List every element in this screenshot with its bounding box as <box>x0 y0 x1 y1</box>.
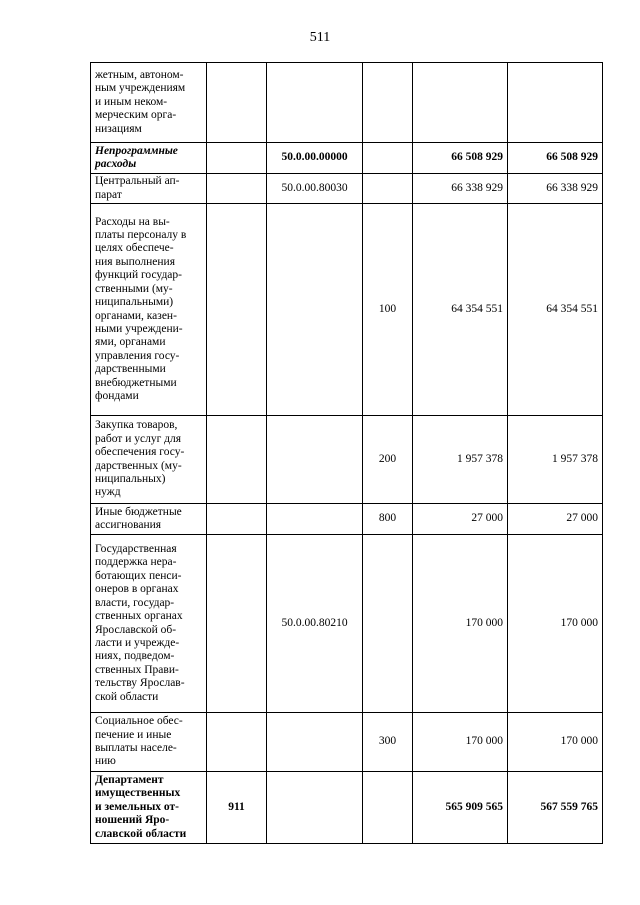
amount-year1-cell <box>413 63 508 143</box>
amount-year2-cell: 170 000 <box>508 713 603 772</box>
department-code-cell <box>207 63 267 143</box>
department-code-cell <box>207 143 267 174</box>
target-article-cell: 50.0.00.00000 <box>267 143 363 174</box>
expense-type-cell <box>363 772 413 844</box>
amount-year2-cell: 567 559 765 <box>508 772 603 844</box>
department-code-cell <box>207 713 267 772</box>
target-article-cell <box>267 416 363 504</box>
row-name-cell: Закупка товаров, работ и услуг для обеспечения госу- дарственных (му- ниципальных) нужд <box>91 416 207 504</box>
row-name-cell: Социальное обес- печение и иные выплаты населе- нию <box>91 713 207 772</box>
expense-type-cell <box>363 63 413 143</box>
target-article-cell <box>267 713 363 772</box>
row-name-cell: Непрограммные расходы <box>91 143 207 174</box>
table-row <box>91 713 603 772</box>
table-row <box>91 63 603 143</box>
amount-year1-cell: 27 000 <box>413 504 508 535</box>
row-name-cell: Расходы на вы- платы персоналу в целях обеспече- ния выполнения функций государ- ственными (му- ниципальными) органами, казен- ными учреждени- ями, органами управления госу- дарственными внебюджетными фондами <box>91 204 207 416</box>
table-row <box>91 174 603 204</box>
table-row <box>91 772 603 844</box>
page-number: 511 <box>309 30 331 45</box>
department-code-cell <box>207 204 267 416</box>
department-code-cell <box>207 504 267 535</box>
amount-year1-cell: 565 909 565 <box>413 772 508 844</box>
amount-year2-cell: 1 957 378 <box>508 416 603 504</box>
department-code-cell <box>207 535 267 713</box>
expense-type-cell <box>363 535 413 713</box>
amount-year1-cell: 66 508 929 <box>413 143 508 174</box>
amount-year2-cell: 170 000 <box>508 535 603 713</box>
amount-year2-cell: 66 338 929 <box>508 174 603 204</box>
amount-year2-cell <box>508 63 603 143</box>
amount-year2-cell: 66 508 929 <box>508 143 603 174</box>
table-row <box>91 143 603 174</box>
department-code-cell <box>207 416 267 504</box>
target-article-cell <box>267 204 363 416</box>
target-article-cell: 50.0.00.80210 <box>267 535 363 713</box>
row-name-cell: Центральный ап- парат <box>91 174 207 204</box>
row-name-cell: Иные бюджетные ассигнования <box>91 504 207 535</box>
row-name-cell: жетным, автоном- ным учреждениям и иным неком- мерческим орга- низациям <box>91 63 207 143</box>
department-code-cell <box>207 174 267 204</box>
table-row <box>91 504 603 535</box>
target-article-cell <box>267 504 363 535</box>
amount-year1-cell: 170 000 <box>413 713 508 772</box>
amount-year1-cell: 1 957 378 <box>413 416 508 504</box>
row-name-cell: Государственная поддержка нера- ботающих пенси- онеров в органах власти, государ- ственных органах Ярославской об- ласти и учрежде- ниях, подведом- ственных Прави- тельству Ярослав- ской области <box>91 535 207 713</box>
row-name-cell: Департамент имущественных и земельных от- ношений Яро- славской области <box>91 772 207 844</box>
amount-year1-cell: 170 000 <box>413 535 508 713</box>
target-article-cell: 50.0.00.80030 <box>267 174 363 204</box>
expense-type-cell <box>363 174 413 204</box>
amount-year1-cell: 64 354 551 <box>413 204 508 416</box>
table-row <box>91 416 603 504</box>
target-article-cell <box>267 63 363 143</box>
amount-year2-cell: 64 354 551 <box>508 204 603 416</box>
table-row <box>91 535 603 713</box>
department-code-cell: 911 <box>207 772 267 844</box>
amount-year2-cell: 27 000 <box>508 504 603 535</box>
expense-type-cell: 100 <box>363 204 413 416</box>
expense-type-cell: 200 <box>363 416 413 504</box>
target-article-cell <box>267 772 363 844</box>
expense-type-cell: 300 <box>363 713 413 772</box>
expense-type-cell <box>363 143 413 174</box>
budget-table <box>90 62 603 844</box>
table-row <box>91 204 603 416</box>
amount-year1-cell: 66 338 929 <box>413 174 508 204</box>
expense-type-cell: 800 <box>363 504 413 535</box>
